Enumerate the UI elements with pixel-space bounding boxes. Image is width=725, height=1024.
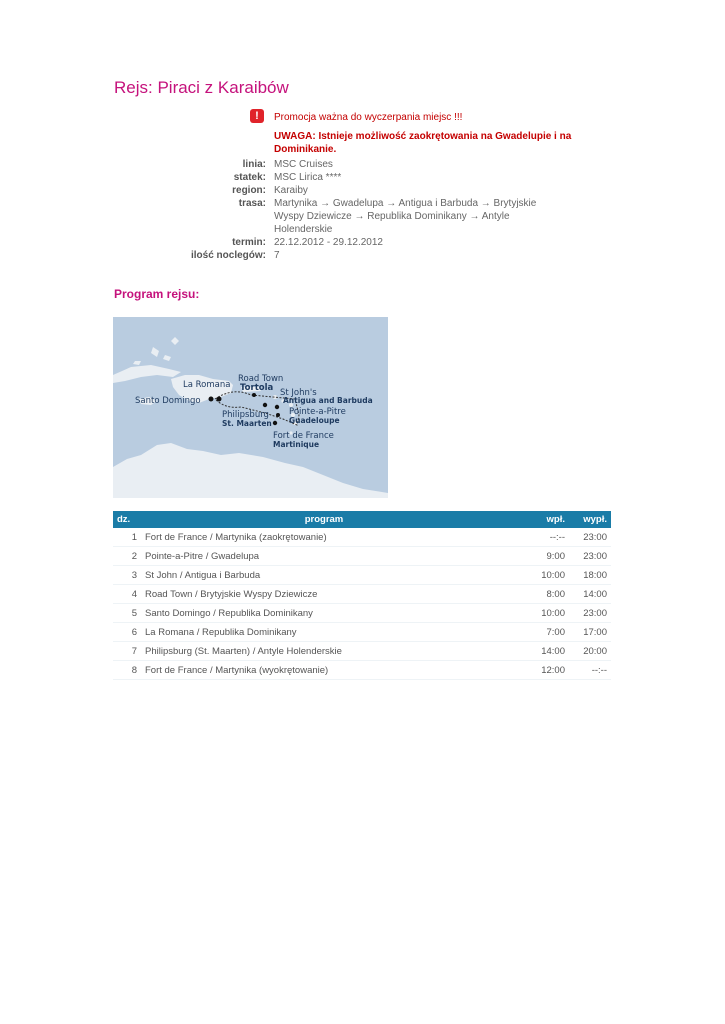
promo-notice: Promocja ważna do wyczerpania miejsc !!! xyxy=(274,112,463,123)
detail-label: statek: xyxy=(233,172,266,183)
cell-arrival: 10:00 xyxy=(507,566,569,585)
table-row xyxy=(113,661,611,680)
column-header-day: dz. xyxy=(113,511,141,528)
cell-day: 2 xyxy=(113,547,141,566)
column-header-departure: wypł. xyxy=(569,511,611,528)
cell-program: Philipsburg (St. Maarten) / Antyle Holenderskie xyxy=(141,642,507,661)
route-map xyxy=(113,317,388,498)
cell-arrival: 10:00 xyxy=(507,604,569,623)
table-header-row xyxy=(113,511,611,528)
port-st-johns xyxy=(275,405,279,409)
details-list xyxy=(114,158,564,262)
detail-row-region xyxy=(114,184,564,197)
cell-day: 5 xyxy=(113,604,141,623)
map-label-la-romana: La Romana xyxy=(183,380,231,390)
cell-day: 8 xyxy=(113,661,141,680)
detail-label: linia: xyxy=(242,159,266,170)
port-philipsburg xyxy=(263,403,267,407)
column-header-program: program xyxy=(141,511,507,528)
cell-program: Pointe-a-Pitre / Gwadelupa xyxy=(141,547,507,566)
cell-departure: 17:00 xyxy=(569,623,611,642)
detail-row-dates xyxy=(114,236,564,249)
map-label-pointe-a-pitre: Pointe-a-Pitre xyxy=(289,407,346,417)
cell-departure: 23:00 xyxy=(569,604,611,623)
map-label-fort-de-france: Fort de France xyxy=(273,431,334,441)
cell-departure: --:-- xyxy=(569,661,611,680)
cell-day: 7 xyxy=(113,642,141,661)
cell-program: Fort de France / Martynika (wyokrętowanie) xyxy=(141,661,507,680)
cell-day: 1 xyxy=(113,528,141,547)
detail-label: ilość noclegów: xyxy=(190,250,266,261)
detail-label: termin: xyxy=(232,237,266,248)
detail-row-line xyxy=(114,158,564,171)
port-la-romana xyxy=(217,397,222,402)
cell-day: 4 xyxy=(113,585,141,604)
detail-label: region: xyxy=(232,185,266,196)
table-row xyxy=(113,547,611,566)
cell-program: La Romana / Republika Dominikany xyxy=(141,623,507,642)
detail-value: MSC Cruises xyxy=(274,159,333,170)
cell-arrival: 14:00 xyxy=(507,642,569,661)
cell-departure: 23:00 xyxy=(569,547,611,566)
port-fort-de-france xyxy=(273,421,277,425)
map-label-st-maarten: St. Maarten xyxy=(222,419,272,428)
table-row xyxy=(113,528,611,547)
table-row xyxy=(113,604,611,623)
table-row xyxy=(113,585,611,604)
cell-arrival: --:-- xyxy=(507,528,569,547)
detail-row-nights xyxy=(114,249,564,262)
table-row xyxy=(113,566,611,585)
map-label-santo-domingo: Santo Domingo xyxy=(135,396,201,406)
cell-arrival: 9:00 xyxy=(507,547,569,566)
port-road-town xyxy=(252,393,256,397)
program-heading: Program rejsu: xyxy=(114,287,200,301)
map-label-road-town: Road Town xyxy=(238,374,284,384)
cell-departure: 23:00 xyxy=(569,528,611,547)
cell-departure: 20:00 xyxy=(569,642,611,661)
cell-program: St John / Antigua i Barbuda xyxy=(141,566,507,585)
table-row xyxy=(113,623,611,642)
map-label-antigua: Antigua and Barbuda xyxy=(283,396,373,405)
warning-icon: ! xyxy=(250,109,264,123)
map-label-martinique: Martinique xyxy=(273,440,320,449)
cell-arrival: 7:00 xyxy=(507,623,569,642)
detail-label: trasa: xyxy=(238,198,266,209)
detail-value: MSC Lirica **** xyxy=(274,172,342,183)
detail-value: 7 xyxy=(274,250,280,261)
detail-value: Karaiby xyxy=(274,185,308,196)
detail-row-route xyxy=(114,197,564,236)
cell-arrival: 8:00 xyxy=(507,585,569,604)
map-label-philipsburg: Philipsburg xyxy=(222,410,269,420)
cell-departure: 14:00 xyxy=(569,585,611,604)
cell-program: Fort de France / Martynika (zaokrętowanie) xyxy=(141,528,507,547)
detail-value: Martynika → Gwadelupa → Antigua i Barbuda → Brytyjskie Wyspy Dziewicze → Republika Dominikany → Antyle Holenderskie xyxy=(274,198,537,235)
cell-program: Road Town / Brytyjskie Wyspy Dziewicze xyxy=(141,585,507,604)
port-santo-domingo xyxy=(209,397,214,402)
cell-day: 3 xyxy=(113,566,141,585)
page-title: Rejs: Piraci z Karaibów xyxy=(114,78,289,97)
cell-arrival: 12:00 xyxy=(507,661,569,680)
column-header-arrival: wpł. xyxy=(507,511,569,528)
detail-row-ship xyxy=(114,171,564,184)
cell-departure: 18:00 xyxy=(569,566,611,585)
itinerary-table xyxy=(113,511,611,680)
table-row xyxy=(113,642,611,661)
map-label-st-johns: St John's xyxy=(280,388,317,398)
port-pointe-a-pitre xyxy=(276,413,280,417)
map-label-guadeloupe: Guadeloupe xyxy=(289,416,340,425)
map-label-tortola: Tortola xyxy=(240,383,274,393)
detail-value: 22.12.2012 - 29.12.2012 xyxy=(274,237,383,248)
cell-program: Santo Domingo / Republika Dominikany xyxy=(141,604,507,623)
cell-day: 6 xyxy=(113,623,141,642)
embarkation-alert: UWAGA: Istnieje możliwość zaokrętowania na Gwadelupie i na Dominikanie. xyxy=(274,131,572,155)
